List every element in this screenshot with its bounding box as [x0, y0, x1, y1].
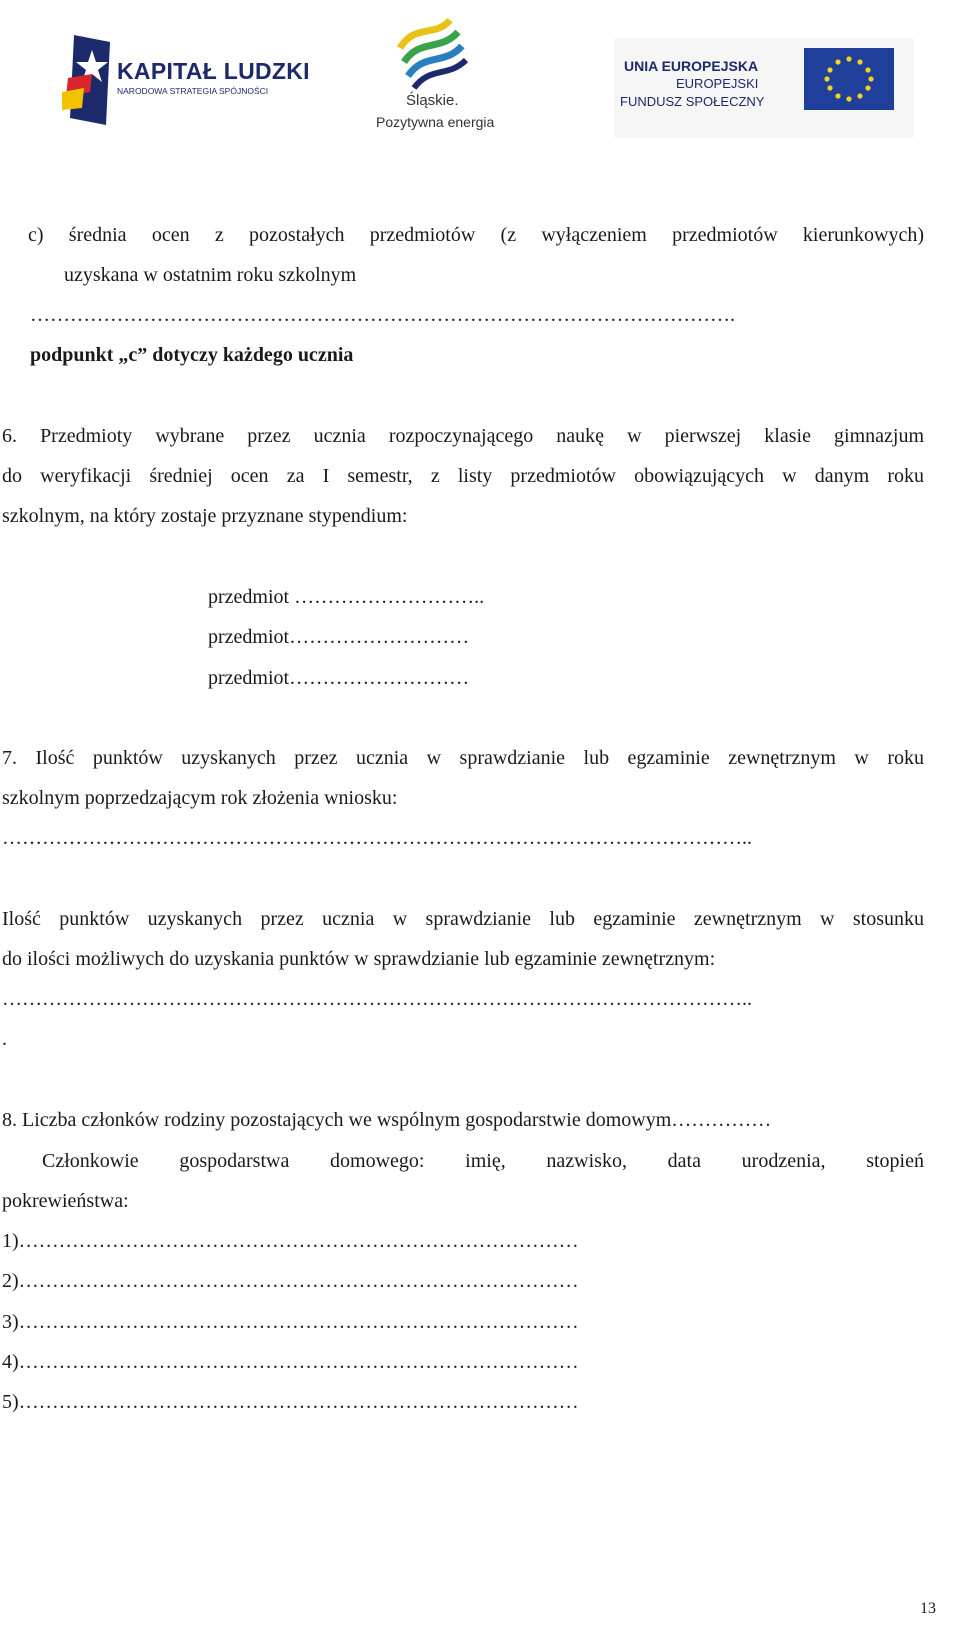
member-line-4: 4)…………………………………………………………………………: [2, 1351, 579, 1373]
subject-2: przedmiot………………………: [208, 626, 470, 648]
slaskie-name: Śląskie.: [406, 92, 459, 109]
p7b-line-2: do ilości możliwych do uzyskania punktów w sprawdzianie lub egzaminie zewnętrznym:: [2, 948, 716, 970]
p8-line-3: pokrewieństwa:: [2, 1190, 129, 1212]
member-line-1: 1)…………………………………………………………………………: [2, 1230, 579, 1252]
ue-line-1: UNIA EUROPEJSKA: [624, 58, 759, 74]
member-line-3: 3)…………………………………………………………………………: [2, 1311, 579, 1333]
p7-dots: …………………………………………………………………………………………………..: [2, 827, 752, 849]
p7-line-1: 7. Ilość punktów uzyskanych przez ucznia w sprawdzianie lub egzaminie zewnętrznym w roku: [2, 747, 924, 769]
member-line-5: 5)…………………………………………………………………………: [2, 1391, 579, 1413]
kapital-ludzki-title: KAPITAŁ LUDZKI: [117, 58, 310, 84]
p7b-line-1: Ilość punktów uzyskanych przez ucznia w sprawdzianie lub egzaminie zewnętrznym w stosunku: [2, 908, 924, 930]
p6-line-3: szkolnym, na który zostaje przyznane stypendium:: [2, 505, 408, 527]
logo-header: [0, 0, 960, 160]
ue-line-3: FUNDUSZ SPOŁECZNY: [620, 94, 765, 109]
kapital-ludzki-subtitle: NARODOWA STRATEGIA SPÓJNOŚCI: [117, 86, 269, 96]
ue-efs-logo: [614, 38, 914, 138]
p6-line-1: 6. Przedmioty wybrane przez ucznia rozpoczynającego naukę w pierwszej klasie gimnazjum: [2, 425, 924, 447]
p7-line-2: szkolnym poprzedzającym rok złożenia wniosku:: [2, 787, 398, 809]
eu-flag-icon: [804, 48, 894, 110]
c-line-2: uzyskana w ostatnim roku szkolnym: [64, 264, 357, 286]
page-number: 13: [920, 1600, 936, 1617]
p7b-dots: …………………………………………………………………………………………………..: [2, 988, 752, 1010]
c-dots: …………………………………………………………………………………………….: [30, 304, 735, 326]
slaskie-waves-icon: [390, 18, 470, 90]
c-note: [30, 343, 353, 367]
p8-line-2: Członkowie gospodarstwa domowego: imię, nazwisko, data urodzenia, stopień: [42, 1150, 924, 1172]
c-note-text: podpunkt „c” dotyczy każdego ucznia: [30, 344, 354, 366]
subject-3: przedmiot………………………: [208, 667, 470, 689]
subject-1: przedmiot ………………………..: [208, 586, 485, 608]
slaskie-tagline: Pozytywna energia: [376, 114, 495, 130]
kapital-ludzki-logo: [62, 30, 310, 140]
member-line-2: 2)…………………………………………………………………………: [2, 1270, 579, 1292]
p6-line-2: do weryfikacji średniej ocen za I semestr, z listy przedmiotów obowiązujących w danym roku: [2, 465, 924, 487]
kapital-ludzki-emblem-icon: [62, 30, 114, 130]
c-line-1: c) średnia ocen z pozostałych przedmiotów (z wyłączeniem przedmiotów kierunkowych): [28, 224, 924, 246]
ue-line-2: EUROPEJSKI: [676, 76, 759, 91]
p8-line-1: 8. Liczba członków rodziny pozostających we wspólnym gospodarstwie domowym……………: [2, 1109, 772, 1131]
p7b-dot: .: [2, 1028, 7, 1050]
slaskie-logo: [368, 18, 508, 143]
